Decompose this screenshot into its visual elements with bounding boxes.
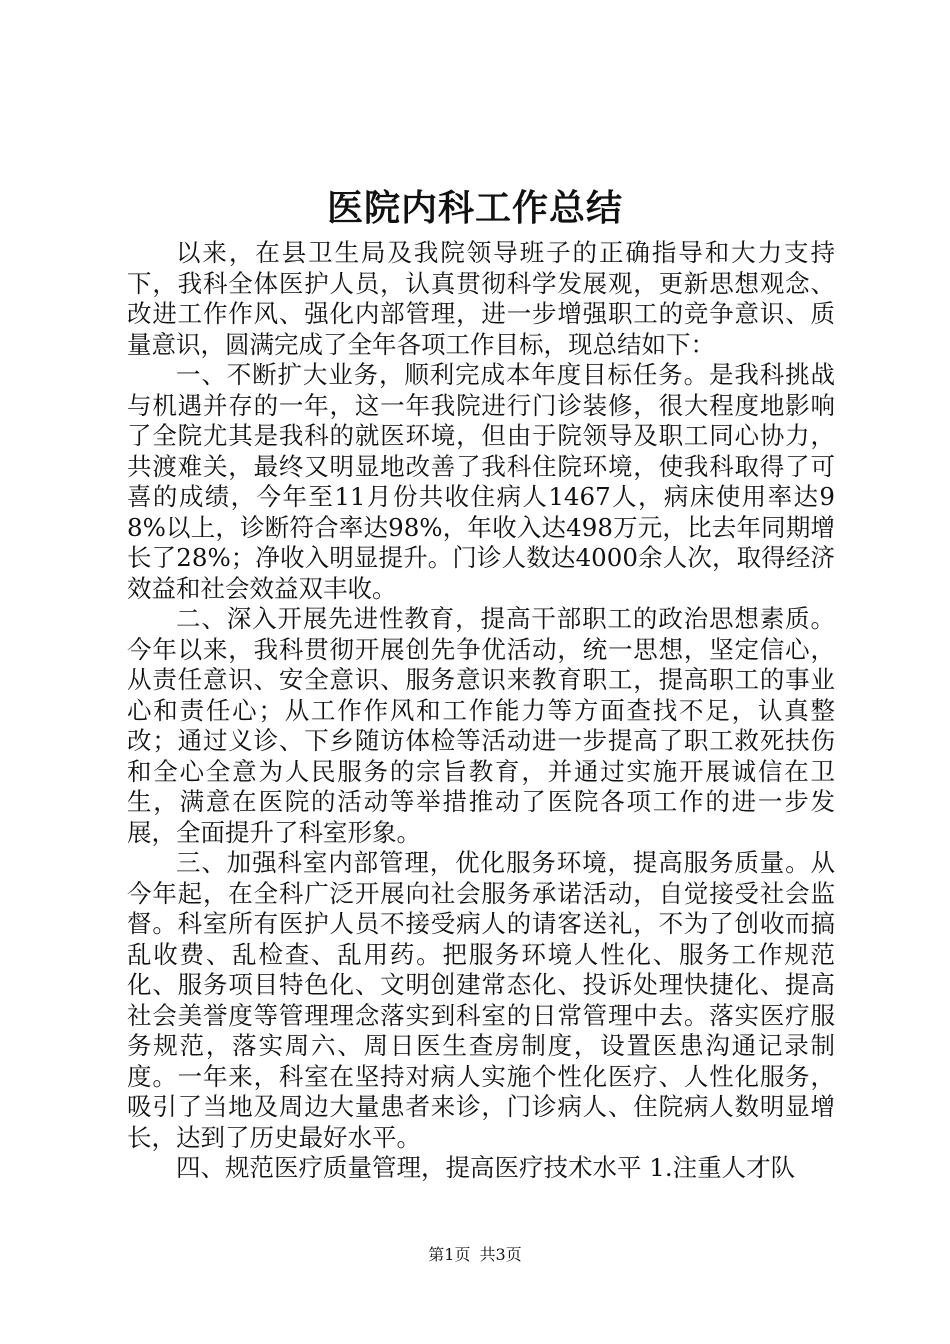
page-number: 第1页	[428, 1245, 471, 1264]
paragraph-section-3: 三、加强科室内部管理，优化服务环境，提高服务质量。从今年起，在全科广泛开展向社会服务承诺活动，自觉接受社会监督。科室所有医护人员不接受病人的请客送礼，不为了创收而搞乱收费、乱检查、乱用药。把服务环境人性化、服务工作规范化、服务项目特色化、文明创建常态化、投诉处理快捷化、提高社会美誉度等管理理念落实到科室的日常管理中去。落实医疗服务规范，落实周六、周日医生查房制度，设置医患沟通记录制度。一年来，科室在坚持对病人实施个性化医疗、人性化服务，吸引了当地及周边大量患者来诊，门诊病人、住院病人数明显增长，达到了历史最好水平。	[127, 848, 835, 1152]
paragraph-intro: 以来，在县卫生局及我院领导班子的正确指导和大力支持下，我科全体医护人员，认真贯彻科学发展观，更新思想观念、改进工作作风、强化内部管理，进一步增强职工的竞争意识、质量意识，圆满完成了全年各项工作目标，现总结如下：	[127, 238, 835, 359]
paragraph-section-4: 四、规范医疗质量管理，提高医疗技术水平 1.注重人才队	[176, 1153, 796, 1182]
document-title: 医院内科工作总结	[326, 187, 623, 229]
paragraph-section-1: 一、不断扩大业务，顺利完成本年度目标任务。是我科挑战与机遇并存的一年，这一年我院进行门诊装修，很大程度地影响了全院尤其是我科的就医环境，但由于院领导及职工同心协力，共渡难关，最终又明显地改善了我科住院环境，使我科取得了可喜的成绩，今年至11月份共收住病人1467人，病床使用率达98%以上，诊断符合率达98%，年收入达498万元，比去年同期增长了28%；净收入明显提升。门诊人数达4000余人次，取得经济效益和社会效益双丰收。	[127, 360, 835, 603]
document-body	[127, 238, 835, 1184]
page-footer	[0, 1244, 950, 1266]
paragraph-section-2: 二、深入开展先进性教育，提高干部职工的政治思想素质。今年以来，我科贯彻开展创先争优活动，统一思想，坚定信心，从责任意识、安全意识、服务意识来教育职工，提高职工的事业心和责任心；从工作作风和工作能力等方面查找不足，认真整改；通过义诊、下乡随访体检等活动进一步提高了职工救死扶伤和全心全意为人民服务的宗旨教育，并通过实施开展诚信在卫生，满意在医院的活动等举措推动了医院各项工作的进一步发展，全面提升了科室形象。	[127, 604, 835, 847]
page-total: 共3页	[479, 1245, 522, 1264]
